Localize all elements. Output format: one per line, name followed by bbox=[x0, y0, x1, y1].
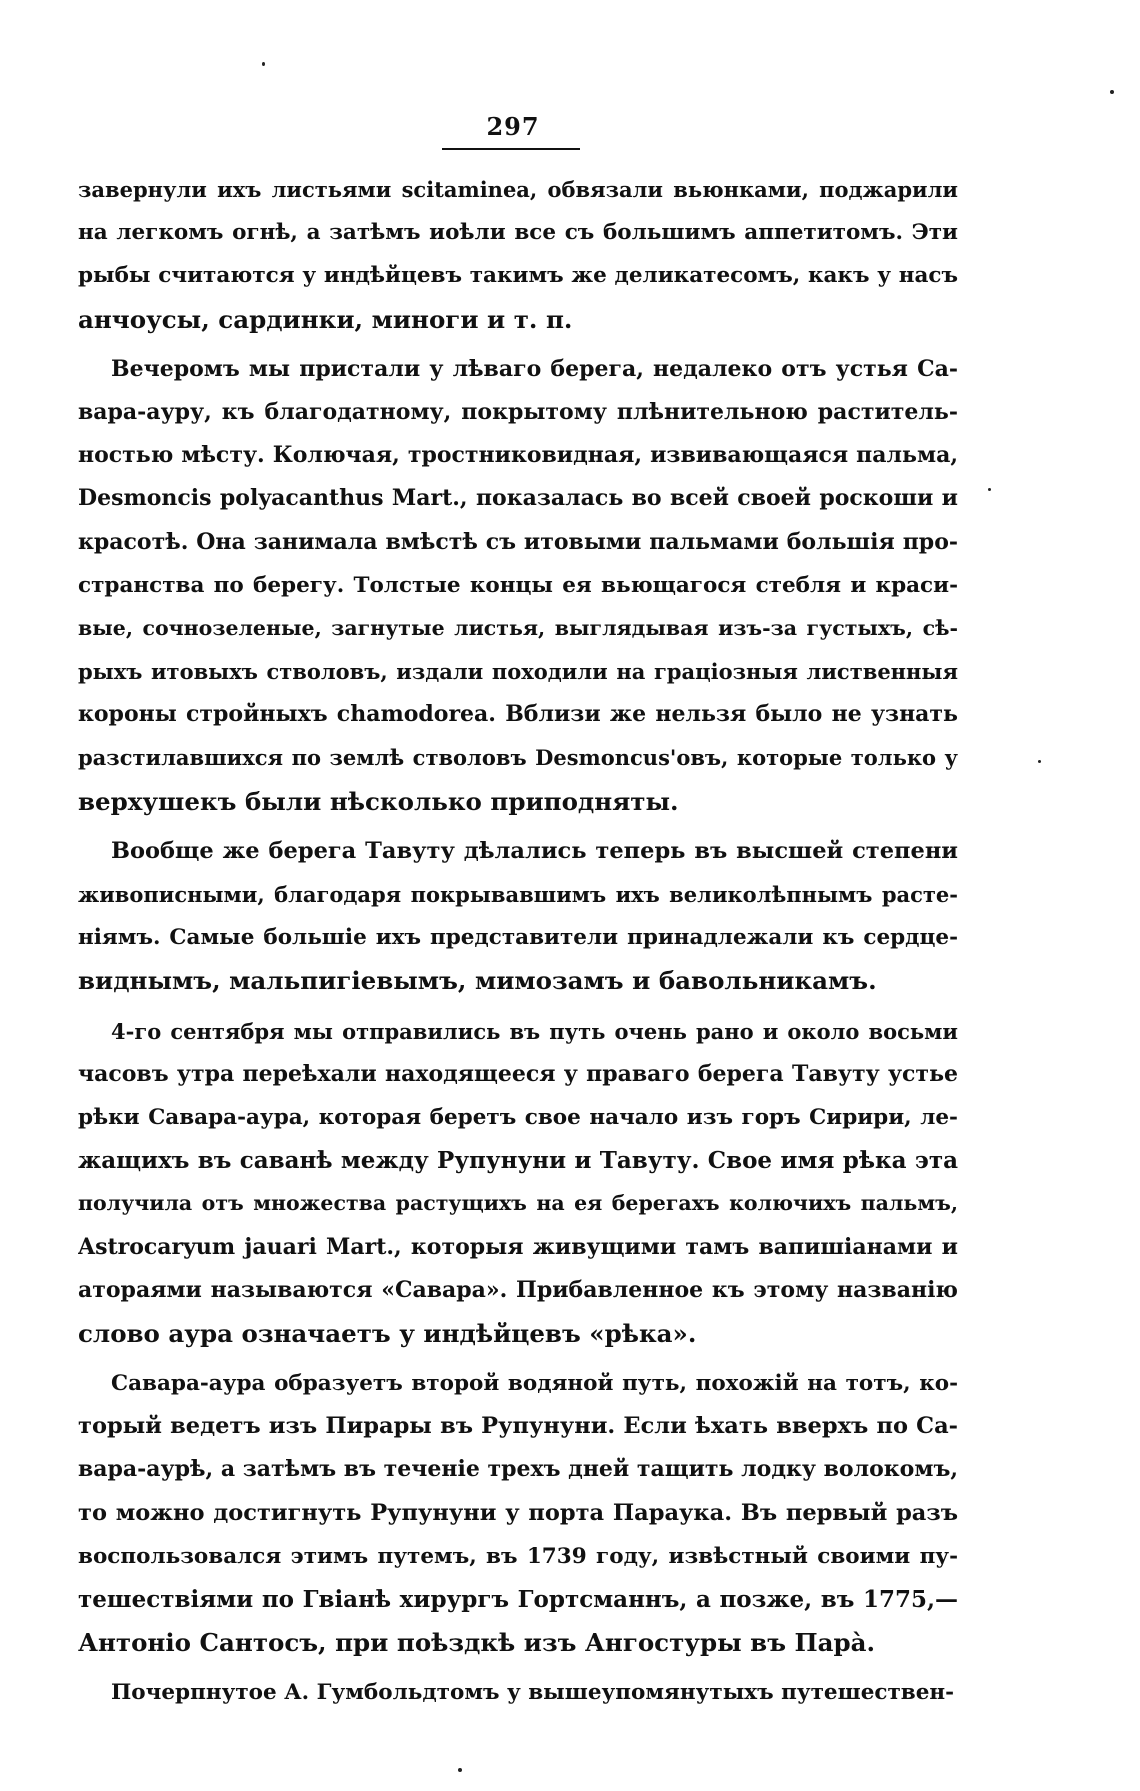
scan-speck bbox=[988, 488, 991, 491]
text-line: жащихъ въ саванѣ между Рупунуни и Тавуту. Свое имя рѣка эта bbox=[78, 1147, 958, 1175]
text-line: Савара-аура образуетъ второй водяной путь, похожій на тотъ, ко- bbox=[111, 1371, 958, 1397]
page-text bbox=[78, 168, 958, 1715]
paragraph-gap bbox=[78, 1003, 958, 1010]
text-line: живописными, благодаря покрывавшимъ ихъ великолѣпнымъ расте- bbox=[78, 882, 958, 907]
page-number: 297 bbox=[486, 112, 540, 141]
text-line: ностью мѣсту. Колючая, тростниковидная, извивающаяся пальма, bbox=[78, 442, 958, 469]
text-line: верхушекъ были нѣсколько приподняты. bbox=[78, 786, 679, 816]
text-line: Astrocaryum jauari Mart., которыя живущими тамъ вапишіанами и bbox=[78, 1233, 958, 1260]
paragraph bbox=[78, 1671, 958, 1714]
text-line: анчоусы, сардинки, миноги и т. п. bbox=[78, 304, 573, 334]
scan-speck bbox=[458, 1768, 462, 1772]
text-line: слово аура означаетъ у индѣйцевъ «рѣка». bbox=[78, 1318, 697, 1348]
scan-speck bbox=[1110, 90, 1114, 94]
text-line: странства по берегу. Толстые концы ея вьющагося стебля и краси- bbox=[78, 572, 958, 598]
text-line: вара-ауру, къ благодатному, покрытому плѣнительною раститель- bbox=[78, 398, 958, 425]
text-line: Desmoncis polyacanthus Mart., показалась во всей своей роскоши и bbox=[78, 485, 958, 512]
text-line: торый ведетъ изъ Пирары въ Рупунуни. Если ѣхать вверхъ по Са- bbox=[78, 1413, 958, 1440]
text-line: рыхъ итовыхъ стволовъ, издали походили на граціозныя лиственныя bbox=[78, 659, 958, 685]
text-line: рыбы считаются у индѣйцевъ такимъ же деликатесомъ, какъ у насъ bbox=[78, 263, 958, 289]
text-line: ніямъ. Самые большіе ихъ представители принадлежали къ сердце- bbox=[78, 925, 958, 951]
scan-speck bbox=[1038, 760, 1041, 763]
text-line: красотѣ. Она занимала вмѣстѣ съ итовыми пальмами большія про- bbox=[78, 528, 958, 555]
text-line: рѣки Савара-аура, которая беретъ свое начало изъ горъ Сирири, ле- bbox=[78, 1104, 958, 1130]
text-line: короны стройныхъ chamodorea. Вблизи же нельзя было не узнать bbox=[78, 701, 958, 728]
text-line: вара-аурѣ, а затѣмъ въ теченіе трехъ дней тащить лодку волокомъ, bbox=[78, 1456, 958, 1483]
text-line: Почерпнутое А. Гумбольдтомъ у вышеупомянутыхъ путешествен- bbox=[111, 1680, 955, 1706]
paragraph bbox=[78, 830, 958, 1003]
paragraph-gap bbox=[78, 341, 958, 348]
text-line: разстилавшихся по землѣ стволовъ Desmoncus'овъ, которые только у bbox=[78, 745, 958, 771]
paragraph-gap bbox=[78, 1664, 958, 1671]
text-line: атораями называются «Савара». Прибавленное къ этому названію bbox=[78, 1276, 958, 1303]
text-line: Вообще же берега Тавуту дѣлались теперь въ высшей степени bbox=[111, 837, 958, 864]
text-line: тешествіями по Гвіанѣ хирургъ Гортсманнъ, а позже, въ 1775,— bbox=[78, 1586, 958, 1613]
text-line: то можно достигнуть Рупунуни у порта Параука. Въ первый разъ bbox=[78, 1499, 958, 1526]
text-line: вые, сочнозеленые, загнутые листья, выглядывая изъ-за густыхъ, сѣ- bbox=[78, 615, 958, 640]
text-line: воспользовался этимъ путемъ, въ 1739 году, извѣстный своими пу- bbox=[78, 1543, 958, 1569]
page-number-rule bbox=[442, 148, 580, 150]
text-line: Вечеромъ мы пристали у лѣваго берега, недалеко отъ устья Са- bbox=[111, 355, 958, 382]
text-line: виднымъ, мальпигіевымъ, мимозамъ и бавольникамъ. bbox=[78, 966, 877, 996]
paragraph bbox=[78, 1362, 958, 1664]
text-line: завернули ихъ листьями scitamineа, обвязали вьюнками, поджарили bbox=[78, 177, 958, 202]
paragraph-gap bbox=[78, 823, 958, 830]
scan-speck bbox=[262, 62, 265, 66]
paragraph bbox=[78, 348, 958, 823]
text-line: на легкомъ огнѣ, а затѣмъ иоѣли все съ большимъ аппетитомъ. Эти bbox=[78, 220, 958, 246]
paragraph-gap bbox=[78, 1355, 958, 1362]
text-line: Антоніо Сантосъ, при поѣздкѣ изъ Ангостуры въ Парà. bbox=[78, 1628, 876, 1658]
text-line: получила отъ множества растущихъ на ея берегахъ колючихъ пальмъ, bbox=[78, 1191, 958, 1216]
paragraph bbox=[78, 168, 958, 341]
text-line: 4-го сентября мы отправились въ путь очень рано и около восьми bbox=[111, 1018, 958, 1044]
paragraph bbox=[78, 1010, 958, 1356]
text-line: часовъ утра переѣхали находящееся у праваго берега Тавуту устье bbox=[78, 1060, 958, 1087]
